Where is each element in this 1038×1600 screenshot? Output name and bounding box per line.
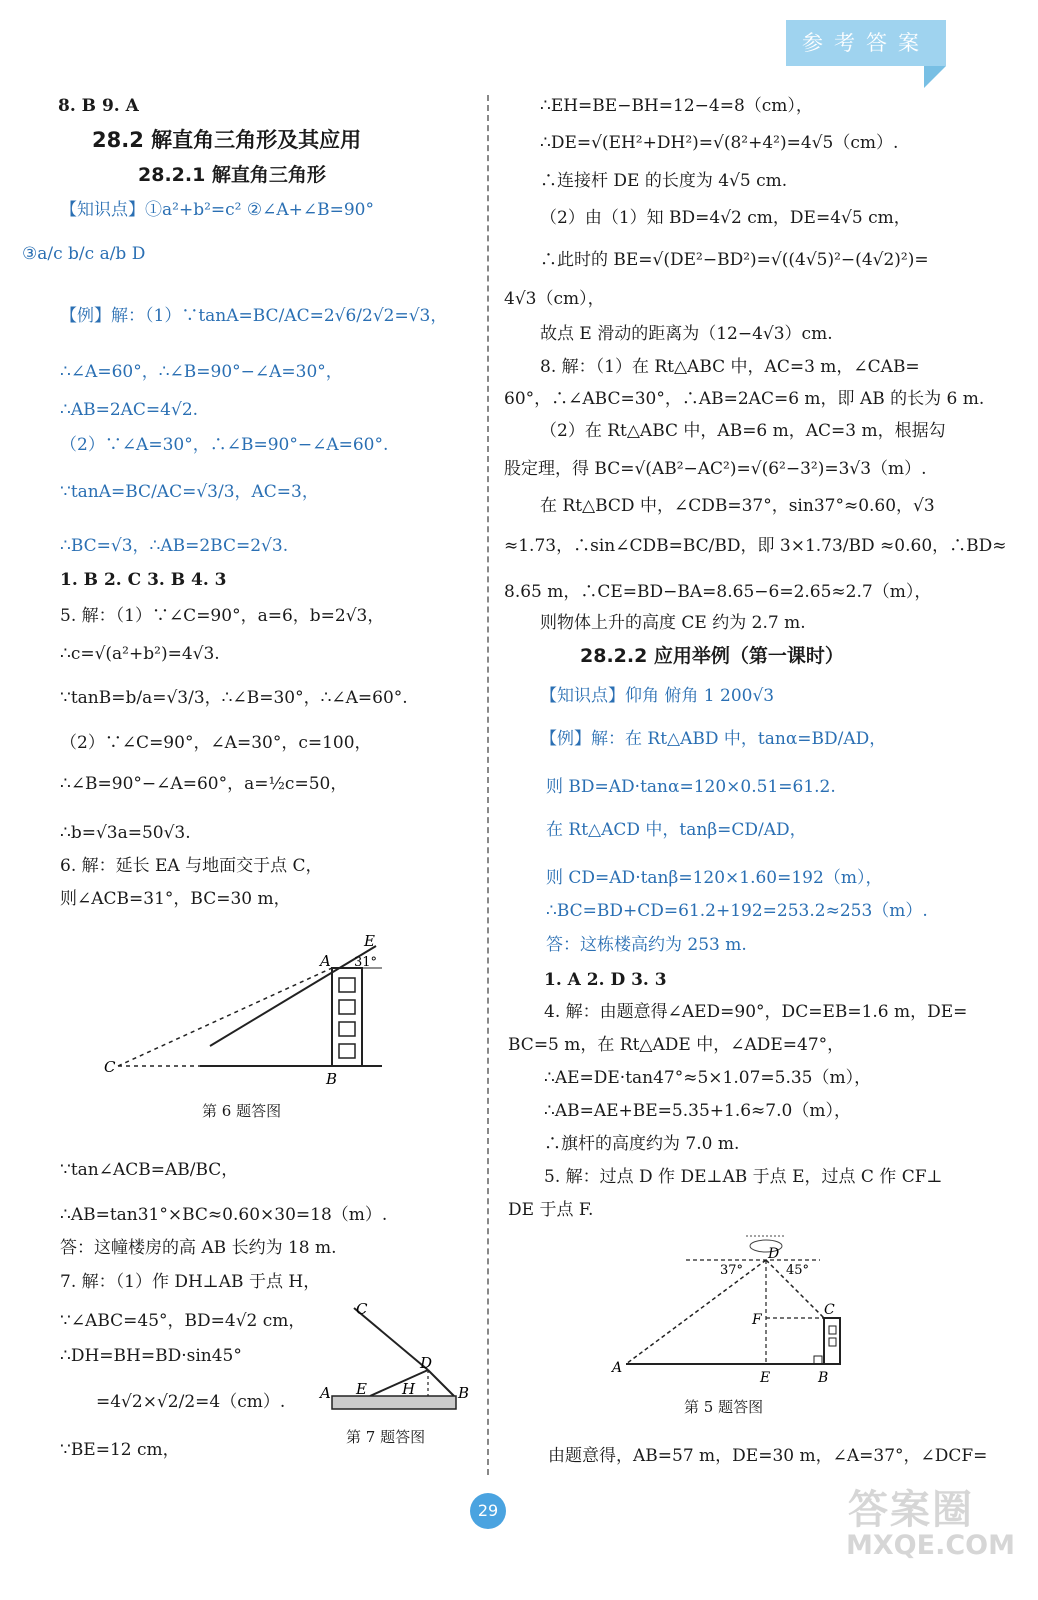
right-column-line: ∴AE=DE·tan47°≈5×1.07=5.35（m），: [544, 1068, 872, 1088]
right-column-line: ∴连接杆 DE 的长度为 4√5 cm.: [540, 171, 788, 191]
left-column-line: ∴∠B=90°−∠A=60°，a=½c=50，: [60, 774, 348, 794]
left-column-line: 则∠ACB=31°，BC=30 m，: [60, 889, 291, 909]
left-column-line: ∴BC=√3，∴AB=2BC=2√3.: [60, 536, 289, 556]
fig7-label-a: A: [320, 1384, 331, 1402]
left-column-line: ∴∠A=60°，∴∠B=90°−∠A=30°，: [60, 362, 343, 382]
left-column-line: ∵tanA=BC/AC=√3/3，AC=3，: [60, 482, 319, 502]
left-column-line: =4√2×√2/2=4（cm）.: [96, 1392, 286, 1412]
left-column-line: ∵tan∠ACB=AB/BC，: [60, 1160, 239, 1180]
right-column-line: 股定理，得 BC=√(AB²−AC²)=√(6²−3²)=3√3（m）.: [504, 459, 927, 479]
fig7-label-e: E: [356, 1380, 367, 1398]
right-column-line: 5. 解：过点 D 作 DE⊥AB 于点 E，过点 C 作 CF⊥: [544, 1167, 943, 1187]
fig7-label-c: C: [356, 1300, 368, 1318]
left-column-line: ∴b=√3a=50√3.: [60, 823, 191, 843]
fig5-label-angle-left: 37°: [720, 1263, 744, 1278]
fig5-label-a: A: [612, 1360, 623, 1376]
left-column-line: 5. 解：（1）∵∠C=90°，a=6，b=2√3，: [60, 606, 385, 626]
answer-section-tab-label: 参考答案: [802, 31, 930, 55]
left-column-line: 28.2 解直角三角形及其应用: [92, 128, 362, 152]
page-number: 29: [470, 1493, 506, 1529]
fig7-label-h: H: [402, 1380, 416, 1398]
figure-5-caption: 第 5 题答图: [684, 1398, 764, 1416]
right-column-line: 4√3（cm），: [504, 289, 605, 309]
left-column-line: （2）∵∠C=90°，∠A=30°，c=100，: [60, 733, 372, 753]
column-divider: [487, 95, 489, 1475]
right-column-line: 【例】解：在 Rt△ABD 中，tanα=BD/AD，: [540, 729, 887, 749]
fig7-label-d: D: [420, 1354, 433, 1372]
left-column-line: ∴c=√(a²+b²)=4√3.: [60, 644, 220, 664]
left-column-line: 1. B 2. C 3. B 4. 3: [60, 570, 227, 590]
fig6-label-c: C: [104, 1058, 116, 1076]
right-column-line: ∴此时的 BE=√(DE²−BD²)=√((4√5)²−(4√2)²)=: [540, 250, 929, 270]
right-column-line: ∴BC=BD+CD=61.2+192=253.2≈253（m）.: [546, 901, 928, 921]
left-column-line: 6. 解：延长 EA 与地面交于点 C，: [60, 856, 323, 876]
right-column-line: ∴DE=√(EH²+DH²)=√(8²+4²)=4√5（cm）.: [540, 133, 899, 153]
figure-7-diagram: [316, 1298, 476, 1418]
left-column-line: （2）∵∠A=30°，∴∠B=90°−∠A=60°.: [60, 435, 389, 455]
right-column-line: 4. 解：由题意得∠AED=90°，DC=EB=1.6 m，DE=: [544, 1002, 968, 1022]
right-column-line: ∴旗杆的高度约为 7.0 m.: [544, 1134, 740, 1154]
right-column-line: 【知识点】仰角 俯角 1 200√3: [540, 686, 775, 706]
fig5-label-e: E: [760, 1370, 771, 1386]
fig5-label-d: D: [768, 1246, 780, 1262]
left-column-line: 7. 解：（1）作 DH⊥AB 于点 H，: [60, 1272, 321, 1292]
right-column-line: ≈1.73，∴sin∠CDB=BC/BD，即 3×1.73/BD ≈0.60，∴BD≈: [504, 536, 1007, 556]
figure-5-diagram: [608, 1214, 858, 1394]
fig6-label-angle: 31°: [354, 955, 378, 970]
left-column-line: ∵BE=12 cm，: [60, 1440, 180, 1460]
left-column-line: 【知识点】①a²+b²=c² ②∠A+∠B=90°: [60, 200, 374, 220]
left-column-line: ∵tanB=b/a=√3/3，∴∠B=30°，∴∠A=60°.: [60, 688, 408, 708]
right-column-line: 在 Rt△ACD 中，tanβ=CD/AD，: [546, 820, 807, 840]
left-column-line: ③a/c b/c a/b D: [22, 244, 146, 264]
left-column-line: ∴AB=tan31°×BC≈0.60×30=18（m）.: [60, 1205, 388, 1225]
fig6-label-e: E: [364, 932, 375, 950]
fig5-label-c: C: [824, 1302, 835, 1318]
right-column-line: 在 Rt△BCD 中，∠CDB=37°，sin37°≈0.60，√3: [540, 496, 935, 516]
right-column-line: 答：这栋楼高约为 253 m.: [546, 935, 747, 955]
fig5-label-angle-right: 45°: [786, 1263, 810, 1278]
right-column-line: ∴EH=BE−BH=12−4=8（cm），: [540, 96, 813, 116]
left-column-line: 28.2.1 解直角三角形: [138, 164, 326, 186]
left-column-line: 答：这幢楼房的高 AB 长约为 18 m.: [60, 1238, 337, 1258]
left-column-line: 8. B 9. A: [58, 96, 139, 116]
answer-section-tab: [786, 20, 946, 66]
figure-7-caption: 第 7 题答图: [346, 1428, 426, 1446]
right-column-line: 则物体上升的高度 CE 约为 2.7 m.: [540, 613, 806, 633]
watermark-url: MXQE.COM: [846, 1530, 1015, 1561]
fig5-label-b: B: [818, 1370, 829, 1386]
right-column-line: 60°，∴∠ABC=30°，∴AB=2AC=6 m，即 AB 的长为 6 m.: [504, 389, 985, 409]
figure-6-caption: 第 6 题答图: [202, 1102, 282, 1120]
left-column-line: 【例】解：（1）∵tanA=BC/AC=2√6/2√2=√3，: [60, 306, 448, 326]
right-column-line: 28.2.2 应用举例（第一课时）: [580, 645, 844, 667]
left-column-line: ∵∠ABC=45°，BD=4√2 cm，: [60, 1311, 306, 1331]
right-column-line: 则 CD=AD·tanβ=120×1.60=192（m），: [546, 868, 883, 888]
fig6-label-a: A: [320, 952, 331, 970]
right-column-line: ∴AB=AE+BE=5.35+1.6≈7.0（m），: [544, 1101, 851, 1121]
right-column-line: 1. A 2. D 3. 3: [544, 970, 667, 990]
tab-decoration: [924, 66, 946, 88]
right-column-line: 由题意得，AB=57 m，DE=30 m，∠A=37°，∠DCF=: [548, 1446, 988, 1466]
watermark-logo-text: 答案圈: [848, 1487, 974, 1533]
right-column-line: （2）在 Rt△ABC 中，AB=6 m，AC=3 m，根据勾: [540, 421, 946, 441]
right-column-line: （2）由（1）知 BD=4√2 cm，DE=4√5 cm，: [540, 208, 911, 228]
fig6-label-b: B: [326, 1070, 338, 1088]
right-column-line: 8.65 m，∴CE=BD−BA=8.65−6=2.65≈2.7（m），: [504, 582, 932, 602]
right-column-line: BC=5 m，在 Rt△ADE 中，∠ADE=47°，: [508, 1035, 845, 1055]
right-column-line: 故点 E 滑动的距离为（12−4√3）cm.: [540, 324, 833, 344]
right-column-line: 8. 解：（1）在 Rt△ABC 中，AC=3 m，∠CAB=: [540, 357, 920, 377]
fig7-label-b: B: [458, 1384, 470, 1402]
fig5-label-f: F: [752, 1312, 762, 1328]
left-column-line: ∴AB=2AC=4√2.: [60, 400, 199, 420]
right-column-line: DE 于点 F.: [508, 1200, 594, 1220]
left-column-line: ∴DH=BH=BD·sin45°: [60, 1346, 242, 1366]
right-column-line: 则 BD=AD·tanα=120×0.51=61.2.: [546, 777, 836, 797]
figure-6-diagram: [100, 930, 400, 1090]
